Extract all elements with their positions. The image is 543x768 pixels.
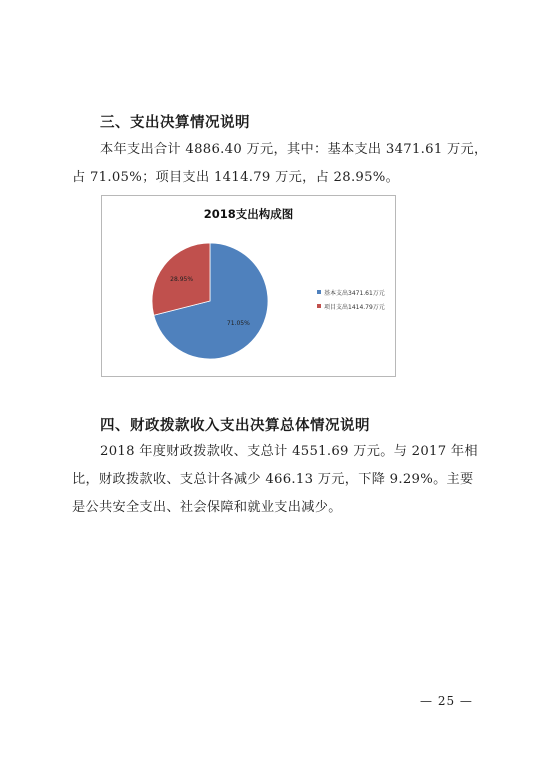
legend-item-basic — [317, 285, 385, 299]
legend-label-project: 项目支出1414.79万元 — [324, 303, 385, 311]
legend-item-project — [317, 299, 385, 313]
paragraph-line: 占 71.05%；项目支出 1414.79 万元，占 28.95%。 — [72, 170, 400, 185]
pie-chart-figure — [101, 195, 396, 377]
pie-data-label-0: 71.05% — [226, 320, 250, 328]
pie-data-label-1: 28.95% — [170, 275, 194, 283]
paragraph-expenditure — [72, 136, 488, 192]
section-heading-fiscal: 四、财政拨款收入支出决算总体情况说明 — [100, 418, 370, 434]
chart-title: 2018支出构成图 — [203, 207, 294, 221]
legend-swatch-project — [317, 304, 321, 308]
section-heading-expenditure: 三、支出决算情况说明 — [100, 115, 250, 131]
legend-swatch-basic — [317, 290, 321, 294]
paragraph-line: 比，财政拨款收、支总计各减少 466.13 万元，下降 9.29%。主要 — [72, 472, 474, 487]
page-number: — 25 — — [420, 694, 473, 708]
chart-legend — [317, 285, 385, 313]
paragraph-line: 是公共安全支出、社会保障和就业支出减少。 — [72, 500, 342, 515]
paragraph-fiscal — [72, 438, 476, 522]
legend-label-basic: 基本支出3471.61万元 — [324, 289, 385, 297]
paragraph-line: 本年支出合计 4886.40 万元，其中：基本支出 3471.61 万元， — [100, 142, 488, 157]
paragraph-line: 2018 年度财政拨款收、支总计 4551.69 万元。与 2017 年相 — [100, 444, 478, 459]
